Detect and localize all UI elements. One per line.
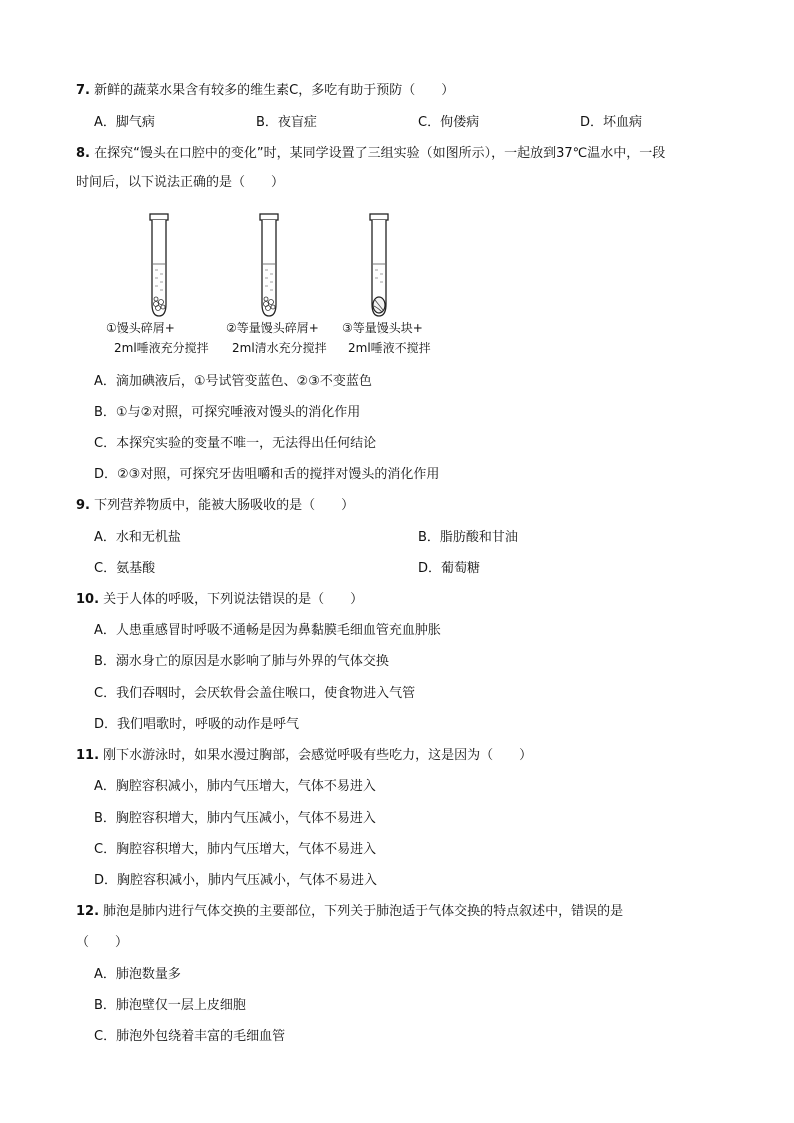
question-8-option-b: B．①与②对照，可探究唾液对馒头的消化作用 [94,405,361,420]
question-10-number: 10. [76,592,100,607]
question-12-option-b: B．肺泡壁仅一层上皮细胞 [94,998,246,1013]
question-11-stem [76,747,532,765]
question-12-option-a: A．肺泡数量多 [94,967,181,982]
question-9-option-a: A．水和无机盐 [94,530,181,545]
question-11-option-b: B．胸腔容积增大，肺内气压减小，气体不易进入 [94,811,376,826]
test-tube-figure [100,212,460,362]
test-tube-1 [150,214,168,316]
question-7-option-a: A．脚气病 [94,115,155,130]
question-7-stem [76,82,454,100]
tube-3-caption-line1: ③等量馒头块+ [342,321,423,335]
tube-2-caption-line2: 2ml清水充分搅拌 [232,341,327,355]
question-12-option-c: C．肺泡外包绕着丰富的毛细血管 [94,1029,286,1044]
question-11-option-a: A．胸腔容积减小，肺内气压增大，气体不易进入 [94,779,376,794]
question-8-option-a: A．滴加碘液后，①号试管变蓝色、②③不变蓝色 [94,374,372,389]
tube-1-caption-line1: ①馒头碎屑+ [106,321,175,335]
question-12-text-line1: 肺泡是肺内进行气体交换的主要部位，下列关于肺泡适于气体交换的特点叙述中，错误的是 [103,904,624,919]
question-12-number: 12. [76,904,100,919]
question-7-option-c: C．佝偻病 [418,115,480,130]
question-9-option-d: D．葡萄糖 [418,561,481,576]
question-10-option-d: D．我们唱歌时，呼吸的动作是呼气 [94,717,300,732]
question-11-number: 11. [76,748,100,763]
question-8-option-c: C．本探究实验的变量不唯一，无法得出任何结论 [94,436,377,451]
test-tube-2 [260,214,278,316]
question-10-option-c: C．我们吞咽时，会厌软骨会盖住喉口，使食物进入气管 [94,686,416,701]
test-tube-3 [370,214,388,316]
question-8-option-d: D．②③对照，可探究牙齿咀嚼和舌的搅拌对馒头的消化作用 [94,467,440,482]
question-9-option-b: B．脂肪酸和甘油 [418,530,518,545]
question-9-text: 下列营养物质中，能被大肠吸收的是（ ） [94,498,355,513]
question-10-text: 关于人体的呼吸，下列说法错误的是（ ） [103,592,364,607]
question-8-text-line1: 在探究“馒头在口腔中的变化”时，某同学设置了三组实验（如图所示），一起放到37℃温水中，一段 [94,146,666,161]
question-7-option-d: D．坏血病 [580,115,643,130]
question-9-option-c: C．氨基酸 [94,561,156,576]
question-11-option-c: C．胸腔容积增大，肺内气压增大，气体不易进入 [94,842,377,857]
question-12-text-line2: （ ） [76,935,129,950]
question-7-option-b: B．夜盲症 [256,115,317,130]
question-8-text-line2: 时间后，以下说法正确的是（ ） [76,175,285,190]
question-10-stem [76,591,363,609]
question-12-stem [76,903,623,921]
question-9-number: 9. [76,498,90,513]
question-11-option-d: D．胸腔容积减小，肺内气压减小，气体不易进入 [94,873,378,888]
question-10-option-b: B．溺水身亡的原因是水影响了肺与外界的气体交换 [94,654,389,669]
tube-3-caption-line2: 2ml唾液不搅拌 [348,341,431,355]
tube-1-caption-line2: 2ml唾液充分搅拌 [114,341,209,355]
question-7-text: 新鲜的蔬菜水果含有较多的维生素C，多吃有助于预防（ ） [94,83,455,98]
tube-2-caption-line1: ②等量馒头碎屑+ [226,321,319,335]
question-10-option-a: A．人患重感冒时呼吸不通畅是因为鼻黏膜毛细血管充血肿胀 [94,623,441,638]
question-8-stem [76,145,665,163]
question-11-text: 刚下水游泳时，如果水漫过胸部，会感觉呼吸有些吃力，这是因为（ ） [103,748,533,763]
question-8-number: 8. [76,146,90,161]
question-7-number: 7. [76,83,90,98]
question-9-stem [76,497,354,515]
